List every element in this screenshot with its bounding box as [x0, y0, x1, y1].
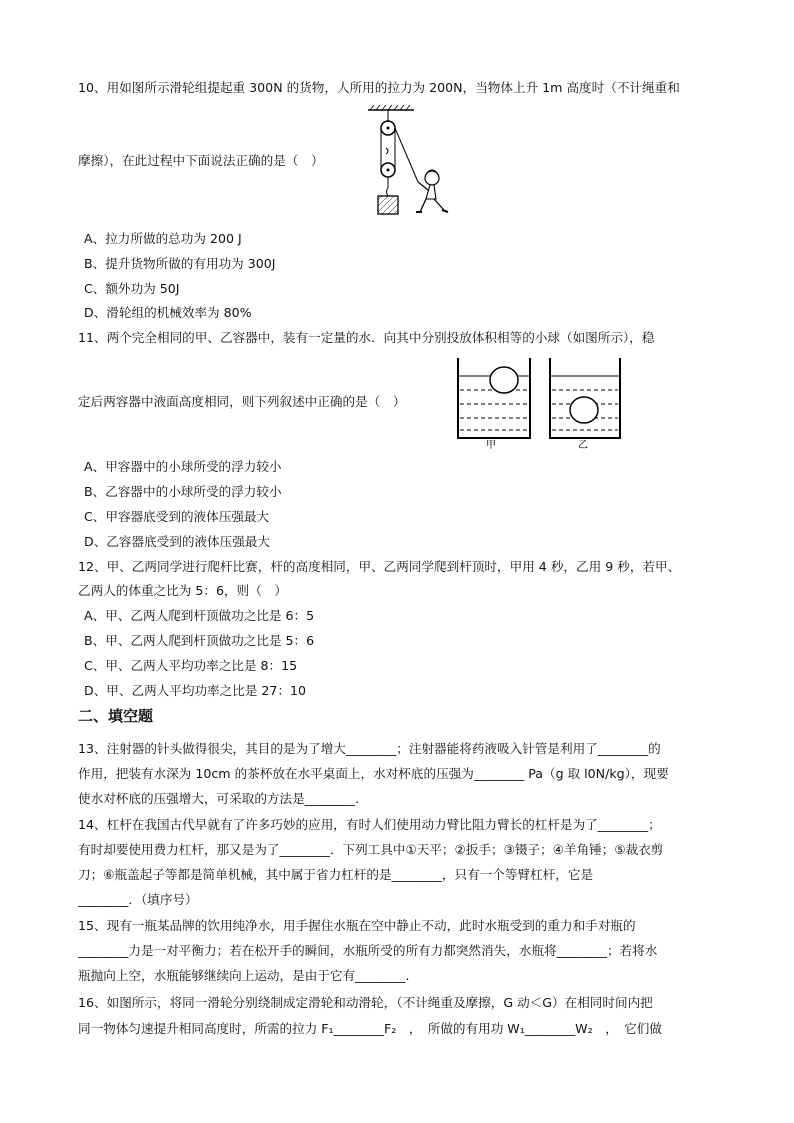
- q11-option-c: C、甲容器底受到的液体压强最大: [84, 509, 270, 524]
- q11-line1: 11、两个完全相同的甲、乙容器中，装有一定量的水．向其中分别投放体积相等的小球（如图所示），稳: [78, 330, 655, 345]
- q13-line1: 13、注射器的针头做得很尖，其目的是为了增大________；注射器能将药液吸入针管是利用了________的: [78, 741, 661, 756]
- container-label-b: 乙: [578, 440, 588, 450]
- q12-option-a: A、甲、乙两人爬到杆顶做功之比是 6：5: [84, 608, 315, 623]
- q11-option-d: D、乙容器底受到的液体压强最大: [84, 534, 271, 549]
- q14-line4: ________．（填序号）: [78, 892, 198, 907]
- q10-option-c: C、额外功为 50J: [84, 281, 180, 296]
- q15-line2: ________力是一对平衡力；若在松开手的瞬间，水瓶所受的所有力都突然消失，水瓶将________；若将水: [78, 943, 658, 958]
- q15-line1: 15、现有一瓶某品牌的饮用纯净水，用手握住水瓶在空中静止不动，此时水瓶受到的重力和手对瓶的: [78, 918, 636, 933]
- q15-line3: 瓶抛向上空，水瓶能够继续向上运动，是由于它有________.: [78, 968, 410, 983]
- q10-option-a: A、拉力所做的总功为 200 J: [84, 231, 242, 246]
- q12-option-d: D、甲、乙两人平均功率之比是 27：10: [84, 683, 307, 698]
- q11-option-b: B、乙容器中的小球所受的浮力较小: [84, 484, 282, 499]
- q12-line1: 12、甲、乙两同学进行爬杆比赛，杆的高度相同，甲、乙两同学爬到杆顶时，甲用 4 秒，乙用 9 秒，若甲、: [78, 559, 681, 574]
- q13-line3: 使水对杯底的压强增大，可采取的方法是________.: [78, 791, 360, 806]
- q10-option-b: B、提升货物所做的有用功为 300J: [84, 256, 276, 271]
- q12-line2: 乙两人的体重之比为 5：6，则（ ）: [78, 583, 287, 598]
- q14-line2: 有时却要使用费力杠杆，那又是为了________．下列工具中①天平；②扳手；③镊子；④羊角锤；⑤裁衣剪: [78, 842, 664, 857]
- q14-line1: 14、杠杆在我国古代早就有了许多巧妙的应用，有时人们使用动力臂比阻力臂长的杠杆是为了________；: [78, 817, 661, 832]
- container-label-a: 甲: [486, 440, 496, 450]
- q12-option-b: B、甲、乙两人爬到杆顶做功之比是 5：6: [84, 633, 315, 648]
- q10-line1: 10、用如图所示滑轮组提起重 300N 的货物，人所用的拉力为 200N，当物体上升 1m 高度时（不计绳重和: [78, 80, 680, 95]
- containers-figure: [456, 354, 636, 450]
- q14-line3: 刀；⑥瓶盖起子等都是简单机械，其中属于省力杠杆的是________，只有一个等臂杠杆，它是: [78, 867, 594, 882]
- q16-line1: 16、如图所示，将同一滑轮分别绕制成定滑轮和动滑轮，（不计绳重及摩擦，G 动＜G）在相同时间内把: [78, 995, 653, 1010]
- q11-line2: 定后两容器中液面高度相同，则下列叙述中正确的是（ ）: [78, 394, 406, 409]
- q10-line2: 摩擦），在此过程中下面说法正确的是（ ）: [78, 153, 324, 168]
- section-heading-fill-in: 二、填空题: [78, 707, 154, 725]
- q13-line2: 作用，把装有水深为 10cm 的茶杯放在水平桌面上，水对杯底的压强为________ Pa（g 取 l0N/kg），现要: [78, 766, 669, 781]
- q10-option-d: D、滑轮组的机械效率为 80%: [84, 305, 252, 320]
- q16-line2: 同一物体匀速提升相同高度时，所需的拉力 F₁________F₂ ， 所做的有用功 W₁________W₂ ， 它们做: [78, 1021, 662, 1036]
- q12-option-c: C、甲、乙两人平均功率之比是 8：15: [84, 658, 298, 673]
- pulley-system-figure: [364, 104, 454, 224]
- q11-option-a: A、甲容器中的小球所受的浮力较小: [84, 459, 282, 474]
